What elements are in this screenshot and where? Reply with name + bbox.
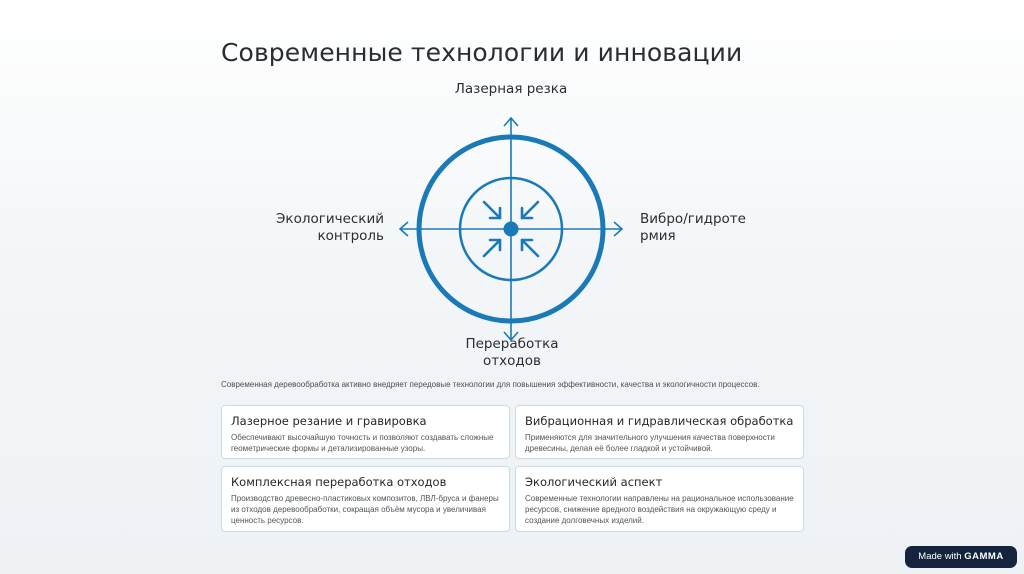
- card-text: Применяются для значительного улучшения качества поверхности древесины, делая её более гладкой и устойчивой.: [525, 433, 775, 453]
- made-with-gamma-badge[interactable]: [905, 546, 1017, 568]
- card-waste: [221, 466, 510, 532]
- card-text: Обеспечивают высочайшую точность и позволяют создавать сложные геометрические формы и детализированные узоры.: [231, 433, 494, 453]
- card-text: Современные технологии направлены на рациональное использование ресурсов, снижение вредного воздействия на окружающую среду и создание долговечных изделий.: [525, 494, 794, 525]
- card-title: Экологический аспект: [525, 475, 663, 489]
- label-waste-processing: Переработка отходов: [465, 336, 559, 369]
- center-dot: [504, 222, 519, 237]
- card-text: Производство древесно-пластиковых композитов, ЛВЛ-бруса и фанеры из отходов деревообработки, сокращая объём мусора и увеличивая ценность ресурсов.: [231, 494, 499, 525]
- badge-prefix: Made with: [918, 551, 962, 562]
- page-title: Современные технологии и инновации: [221, 38, 743, 67]
- intro-text: Современная деревообработка активно внедряет передовые технологии для повышения эффективности, качества и экологичности процессов.: [221, 380, 760, 389]
- label-eco-control: Экологический контроль: [276, 211, 384, 244]
- card-ecology: [515, 466, 804, 532]
- gamma-logo: GAMMA: [964, 551, 1004, 562]
- card-title: Лазерное резание и гравировка: [231, 414, 427, 428]
- card-vibration: [515, 405, 804, 459]
- label-vibro-hydro: Вибро/гидротермия: [640, 211, 746, 244]
- card-title: Комплексная переработка отходов: [231, 475, 447, 489]
- card-laser: [221, 405, 510, 459]
- card-title: Вибрационная и гидравлическая обработка: [525, 414, 794, 428]
- label-laser-cutting: Лазерная резка: [454, 81, 568, 97]
